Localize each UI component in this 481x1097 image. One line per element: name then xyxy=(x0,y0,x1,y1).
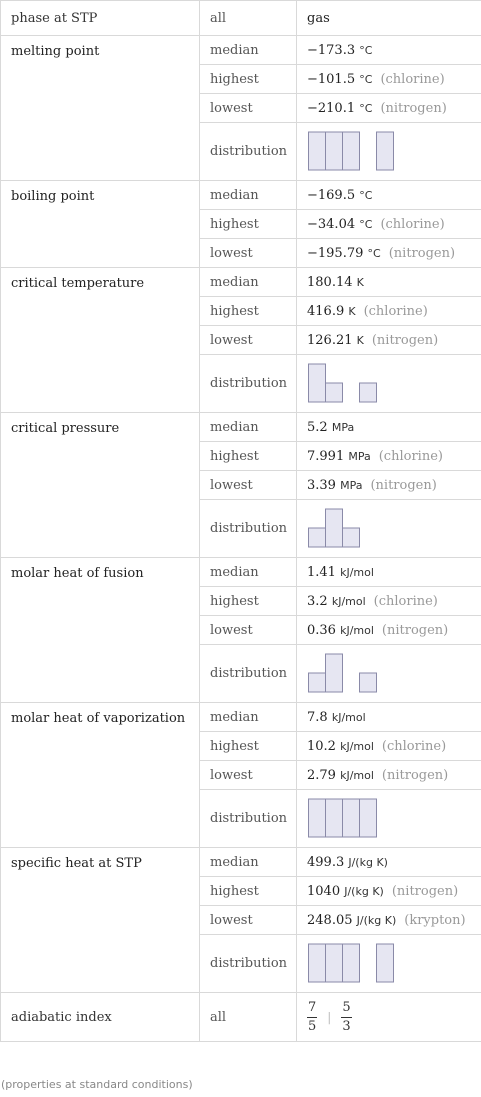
value-number: 7.991 xyxy=(307,448,345,464)
value-number: 248.05 xyxy=(307,912,353,928)
stat-value-cell xyxy=(297,413,481,442)
stat-label: highest xyxy=(200,65,297,94)
property-label: molar heat of vaporization xyxy=(1,703,200,848)
value-number: −169.5 xyxy=(307,187,356,203)
stat-value-cell xyxy=(297,36,481,65)
footer-note: (properties at standard conditions) xyxy=(1,1078,193,1091)
value-unit: MPa xyxy=(331,420,355,434)
stat-value-cell xyxy=(297,906,481,935)
value-number: −101.5 xyxy=(307,71,356,87)
specific-heat-at-stp-median-row xyxy=(1,848,481,877)
stat-label: highest xyxy=(200,297,297,326)
distribution-histogram xyxy=(307,796,378,842)
value-number: 7.8 xyxy=(307,709,328,725)
stat-value-cell xyxy=(297,442,481,471)
property-label: boiling point xyxy=(1,181,200,268)
stat-value-cell xyxy=(297,94,481,123)
value-number: 1040 xyxy=(307,883,341,899)
stat-value-cell xyxy=(297,297,481,326)
element-note: (nitrogen) xyxy=(380,100,447,116)
histogram-bar xyxy=(343,799,360,837)
stat-value-cell xyxy=(297,790,481,848)
value-unit: K xyxy=(356,333,364,347)
stat-label: distribution xyxy=(200,123,297,181)
stat-value-cell xyxy=(297,268,481,297)
element-note: (chlorine) xyxy=(373,593,438,609)
molar-heat-of-fusion-median-row xyxy=(1,558,481,587)
histogram-bar xyxy=(326,944,343,982)
value-number: 180.14 xyxy=(307,274,353,290)
stat-value-cell xyxy=(297,65,481,94)
stat-label: lowest xyxy=(200,94,297,123)
value-unit: °C xyxy=(367,246,381,260)
stat-value-cell xyxy=(297,326,481,355)
value-unit: °C xyxy=(359,72,373,86)
value-number: 10.2 xyxy=(307,738,336,754)
stat-value-cell xyxy=(297,877,481,906)
critical-temperature-median-row xyxy=(1,268,481,297)
element-note: (nitrogen) xyxy=(370,477,437,493)
stat-value-cell xyxy=(297,355,481,413)
property-label: melting point xyxy=(1,36,200,181)
stat-label: lowest xyxy=(200,326,297,355)
stat-label: distribution xyxy=(200,935,297,993)
value-unit: kJ/mol xyxy=(340,768,374,782)
stat-label: distribution xyxy=(200,500,297,558)
element-note: (nitrogen) xyxy=(371,332,439,348)
element-note: (chlorine) xyxy=(363,303,428,319)
value-number: 5.2 xyxy=(307,419,328,435)
stat-value-cell xyxy=(297,616,481,645)
stat-value-cell xyxy=(297,587,481,616)
value-number: 499.3 xyxy=(307,854,345,870)
distribution-histogram xyxy=(307,651,378,697)
stat-value-cell xyxy=(297,732,481,761)
value-number: −195.79 xyxy=(307,245,364,261)
element-note: (nitrogen) xyxy=(381,622,449,638)
fraction-separator: | xyxy=(327,1010,332,1024)
stat-value-cell xyxy=(297,645,481,703)
stat-value-cell xyxy=(297,181,481,210)
stat-label: lowest xyxy=(200,239,297,268)
header-row xyxy=(1,1,481,36)
value-number: −34.04 xyxy=(307,216,356,232)
histogram-bar xyxy=(377,944,394,982)
property-label: adiabatic index xyxy=(1,993,200,1042)
stat-value-cell xyxy=(297,210,481,239)
fraction-denominator: 5 xyxy=(308,1018,317,1034)
stat-label: median xyxy=(200,413,297,442)
stat-label: highest xyxy=(200,732,297,761)
stat-label: lowest xyxy=(200,761,297,790)
value-number: 0.36 xyxy=(307,622,336,638)
stat-label: median xyxy=(200,36,297,65)
histogram-bar xyxy=(377,132,394,170)
histogram-bar xyxy=(360,383,377,402)
value-unit: °C xyxy=(359,217,373,231)
stat-label: lowest xyxy=(200,471,297,500)
element-note: (chlorine) xyxy=(378,448,443,464)
fraction xyxy=(307,999,317,1036)
stat-label: median xyxy=(200,848,297,877)
distribution-histogram xyxy=(307,941,395,987)
element-note: (nitrogen) xyxy=(391,883,459,899)
stat-value-cell xyxy=(297,761,481,790)
stat-label: highest xyxy=(200,210,297,239)
adiabatic-value-cell xyxy=(297,993,481,1042)
value-unit: °C xyxy=(359,188,373,202)
distribution-histogram xyxy=(307,129,395,175)
stat-value-cell xyxy=(297,123,481,181)
histogram-bar xyxy=(309,364,326,402)
melting-point-median-row xyxy=(1,36,481,65)
value-unit: K xyxy=(348,304,356,318)
stat-value-cell xyxy=(297,500,481,558)
value-unit: MPa xyxy=(340,478,363,492)
stat-label: median xyxy=(200,558,297,587)
histogram-bar xyxy=(360,799,377,837)
distribution-histogram xyxy=(307,506,361,552)
histogram-bar xyxy=(326,799,343,837)
value-number: −173.3 xyxy=(307,42,356,58)
stat-value-cell xyxy=(297,848,481,877)
value-unit: kJ/mol xyxy=(340,565,374,579)
element-note: (nitrogen) xyxy=(388,245,456,261)
value-number: 1.41 xyxy=(307,564,336,580)
value-unit: MPa xyxy=(348,449,371,463)
value-unit: °C xyxy=(359,101,373,115)
value-unit: J/(kg K) xyxy=(344,884,384,898)
stat-label: highest xyxy=(200,587,297,616)
property-label: specific heat at STP xyxy=(1,848,200,993)
stat-value-cell xyxy=(297,935,481,993)
stat-value-cell xyxy=(297,703,481,732)
phase-stat: all xyxy=(200,1,297,36)
histogram-bar xyxy=(360,673,377,692)
stat-label: median xyxy=(200,181,297,210)
histogram-bar xyxy=(343,132,360,170)
histogram-bar xyxy=(326,132,343,170)
histogram-bar xyxy=(343,528,360,547)
value-unit: kJ/mol xyxy=(340,623,374,637)
value-unit: K xyxy=(356,275,364,289)
element-note: (chlorine) xyxy=(381,738,447,754)
fraction-denominator: 3 xyxy=(342,1018,351,1034)
property-label: critical pressure xyxy=(1,413,200,558)
stat-value-cell xyxy=(297,239,481,268)
value-unit: kJ/mol xyxy=(331,710,366,724)
stat-value-cell xyxy=(297,471,481,500)
fraction-numerator: 5 xyxy=(341,999,351,1018)
stat-label: lowest xyxy=(200,906,297,935)
value-unit: kJ/mol xyxy=(340,739,374,753)
histogram-bar xyxy=(326,383,343,402)
value-number: 2.79 xyxy=(307,767,336,783)
property-label: critical temperature xyxy=(1,268,200,413)
histogram-bar xyxy=(309,673,326,692)
value-unit: J/(kg K) xyxy=(348,855,388,869)
value-number: 3.2 xyxy=(307,593,328,609)
stat-label: distribution xyxy=(200,355,297,413)
fraction-numerator: 7 xyxy=(307,999,317,1018)
adiabatic-index-row xyxy=(1,993,481,1042)
stat-label: distribution xyxy=(200,645,297,703)
value-unit: kJ/mol xyxy=(331,594,366,608)
histogram-bar xyxy=(309,132,326,170)
boiling-point-median-row xyxy=(1,181,481,210)
element-note: (chlorine) xyxy=(380,71,445,87)
value-number: 416.9 xyxy=(307,303,345,319)
stat-label: all xyxy=(200,993,297,1042)
molar-heat-of-vaporization-median-row xyxy=(1,703,481,732)
value-number: 3.39 xyxy=(307,477,336,493)
stat-label: median xyxy=(200,268,297,297)
histogram-bar xyxy=(309,944,326,982)
distribution-histogram xyxy=(307,361,378,407)
value-number: 126.21 xyxy=(307,332,353,348)
element-note: (nitrogen) xyxy=(381,767,449,783)
stat-value-cell xyxy=(297,558,481,587)
histogram-bar xyxy=(326,654,343,692)
stat-label: lowest xyxy=(200,616,297,645)
histogram-bar xyxy=(326,509,343,547)
phase-label: phase at STP xyxy=(1,1,200,36)
property-label: molar heat of fusion xyxy=(1,558,200,703)
element-note: (krypton) xyxy=(404,912,466,928)
critical-pressure-median-row xyxy=(1,413,481,442)
stat-label: distribution xyxy=(200,790,297,848)
value-unit: J/(kg K) xyxy=(356,913,397,927)
stat-label: median xyxy=(200,703,297,732)
stat-label: highest xyxy=(200,877,297,906)
element-note: (chlorine) xyxy=(380,216,445,232)
histogram-bar xyxy=(309,799,326,837)
value-number: −210.1 xyxy=(307,100,356,116)
phase-value: gas xyxy=(297,1,481,36)
fraction xyxy=(341,999,351,1036)
stat-label: highest xyxy=(200,442,297,471)
histogram-bar xyxy=(309,528,326,547)
histogram-bar xyxy=(343,944,360,982)
value-unit: °C xyxy=(359,43,373,57)
